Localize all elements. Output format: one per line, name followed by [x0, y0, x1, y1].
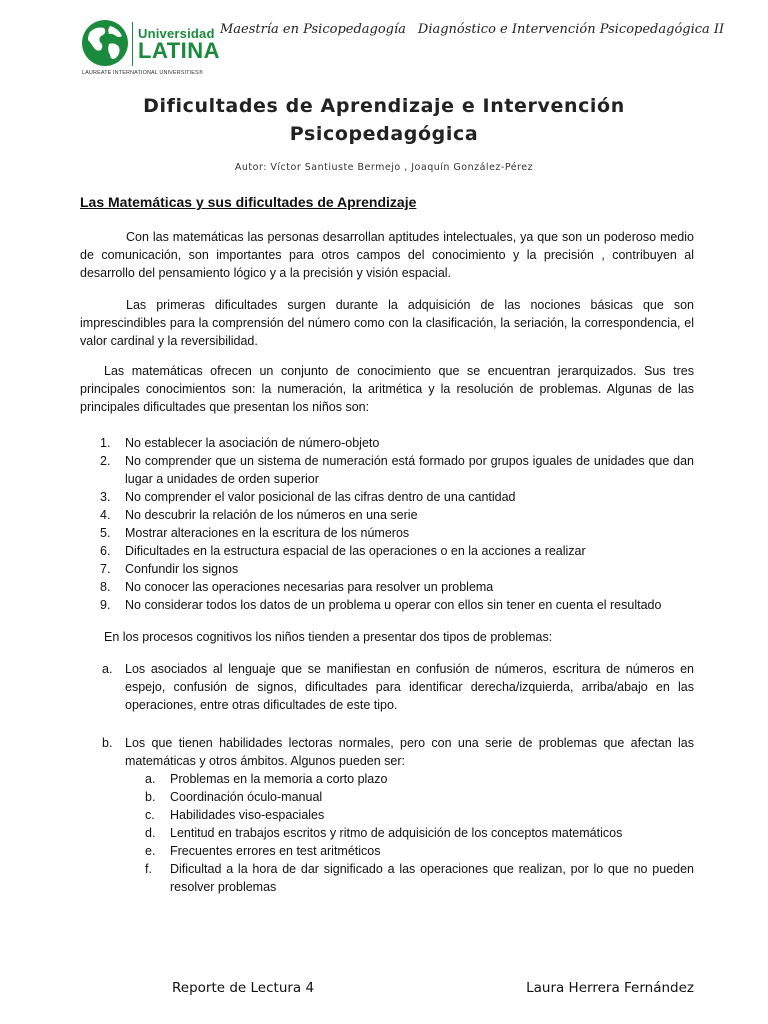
list-item: 1. No establecer la asociación de número-objeto — [100, 436, 380, 450]
list-item: 6. Dificultades en la estructura espacial de las operaciones o en la acciones a realizar — [100, 544, 586, 558]
list-item: c. Habilidades viso-espaciales — [145, 808, 325, 822]
list-item: f. Dificultad a la hora de dar significado a las operaciones que realizan, por lo que no pueden resolver problemas — [145, 862, 694, 894]
logo-divider — [132, 22, 133, 66]
document-title — [100, 92, 668, 148]
paragraph-3: Las matemáticas ofrecen un conjunto de conocimiento que se encuentran jerarquizados. Sus tres principales conocimientos son: la numeración, la aritmética y la resolución de problemas. Algunas de las principales dificultades que presentan los niños son: — [80, 364, 694, 414]
section-heading: Las Matemáticas y sus dificultades de Aprendizaje — [80, 194, 417, 210]
paragraph-4: En los procesos cognitivos los niños tienden a presentar dos tipos de problemas: — [104, 630, 553, 644]
list-item: 7. Confundir los signos — [100, 562, 239, 576]
list-item: 9. No considerar todos los datos de un problema u operar con ellos sin tener en cuenta el resultado — [100, 598, 662, 612]
header-course-info — [220, 22, 725, 37]
list-item: 3. No comprender el valor posicional de las cifras dentro de una cantidad — [100, 490, 516, 504]
problem-b-sublist — [125, 770, 694, 896]
list-item: 4. No descubrir la relación de los números en una serie — [100, 508, 418, 522]
logo-word-latina: LATINA — [138, 38, 221, 63]
list-item: b. Coordinación óculo-manual — [145, 790, 323, 804]
list-item: 5. Mostrar alteraciones en la escritura de los números — [100, 526, 410, 540]
logo-tagline: LAUREATE INTERNATIONAL UNIVERSITIES® — [82, 70, 203, 76]
footer-report-label: Reporte de Lectura 4 — [172, 980, 315, 996]
list-item: d. Lentitud en trabajos escritos y ritmo de adquisición de los conceptos matemáticos — [145, 826, 623, 840]
difficulties-list — [80, 434, 694, 614]
problem-type-b: b. Los que tienen habilidades lectoras normales, pero con una serie de problemas que afectan las matemáticas y otros ámbitos. Algunos pueden ser: — [102, 736, 694, 768]
paragraph-1: Con las matemáticas las personas desarrollan aptitudes intelectuales, ya que son un poderoso medio de comunicación, son importantes para otros campos del conocimiento y la precisión , contribuyen al desarrollo del pensamiento lógico y a la precisión y visión espacial. — [80, 230, 694, 280]
university-logo — [78, 14, 228, 78]
globe-icon — [80, 18, 130, 68]
authors-line: Autor: Víctor Santiuste Bermejo , Joaquín González-Pérez — [234, 162, 534, 173]
header-course: Diagnóstico e Intervención Psicopedagógica II — [417, 22, 725, 37]
footer-author-name: Laura Herrera Fernández — [526, 980, 694, 996]
logo-word-universidad: Universidad — [138, 26, 215, 41]
list-item: a. Problemas en la memoria a corto plazo — [145, 772, 388, 786]
paragraph-2: Las primeras dificultades surgen durante la adquisición de las nociones básicas que son imprescindibles para la comprensión del número como con la clasificación, la seriación, la correspondencia, el valor cardinal y la reversibilidad. — [80, 298, 694, 348]
problem-type-a: a. Los asociados al lenguaje que se manifiestan en confusión de números, escritura de números en espejo, confusión de signos, dificultades para identificar derecha/izquierda, arriba/abajo en las operaciones, entre otras dificultades de este tipo. — [102, 662, 694, 712]
title-line-2: Psicopedagógica — [289, 123, 479, 145]
list-item: 2. No comprender que un sistema de numeración está formado por grupos iguales de unidades que dan lugar a unidades de orden superior — [100, 454, 694, 486]
list-item: 8. No conocer las operaciones necesarias para resolver un problema — [100, 580, 494, 594]
header-program: Maestría en Psicopedagogía — [220, 22, 406, 37]
title-line-1: Dificultades de Aprendizaje e Intervención — [143, 95, 625, 117]
list-item: e. Frecuentes errores en test aritméticos — [145, 844, 381, 858]
